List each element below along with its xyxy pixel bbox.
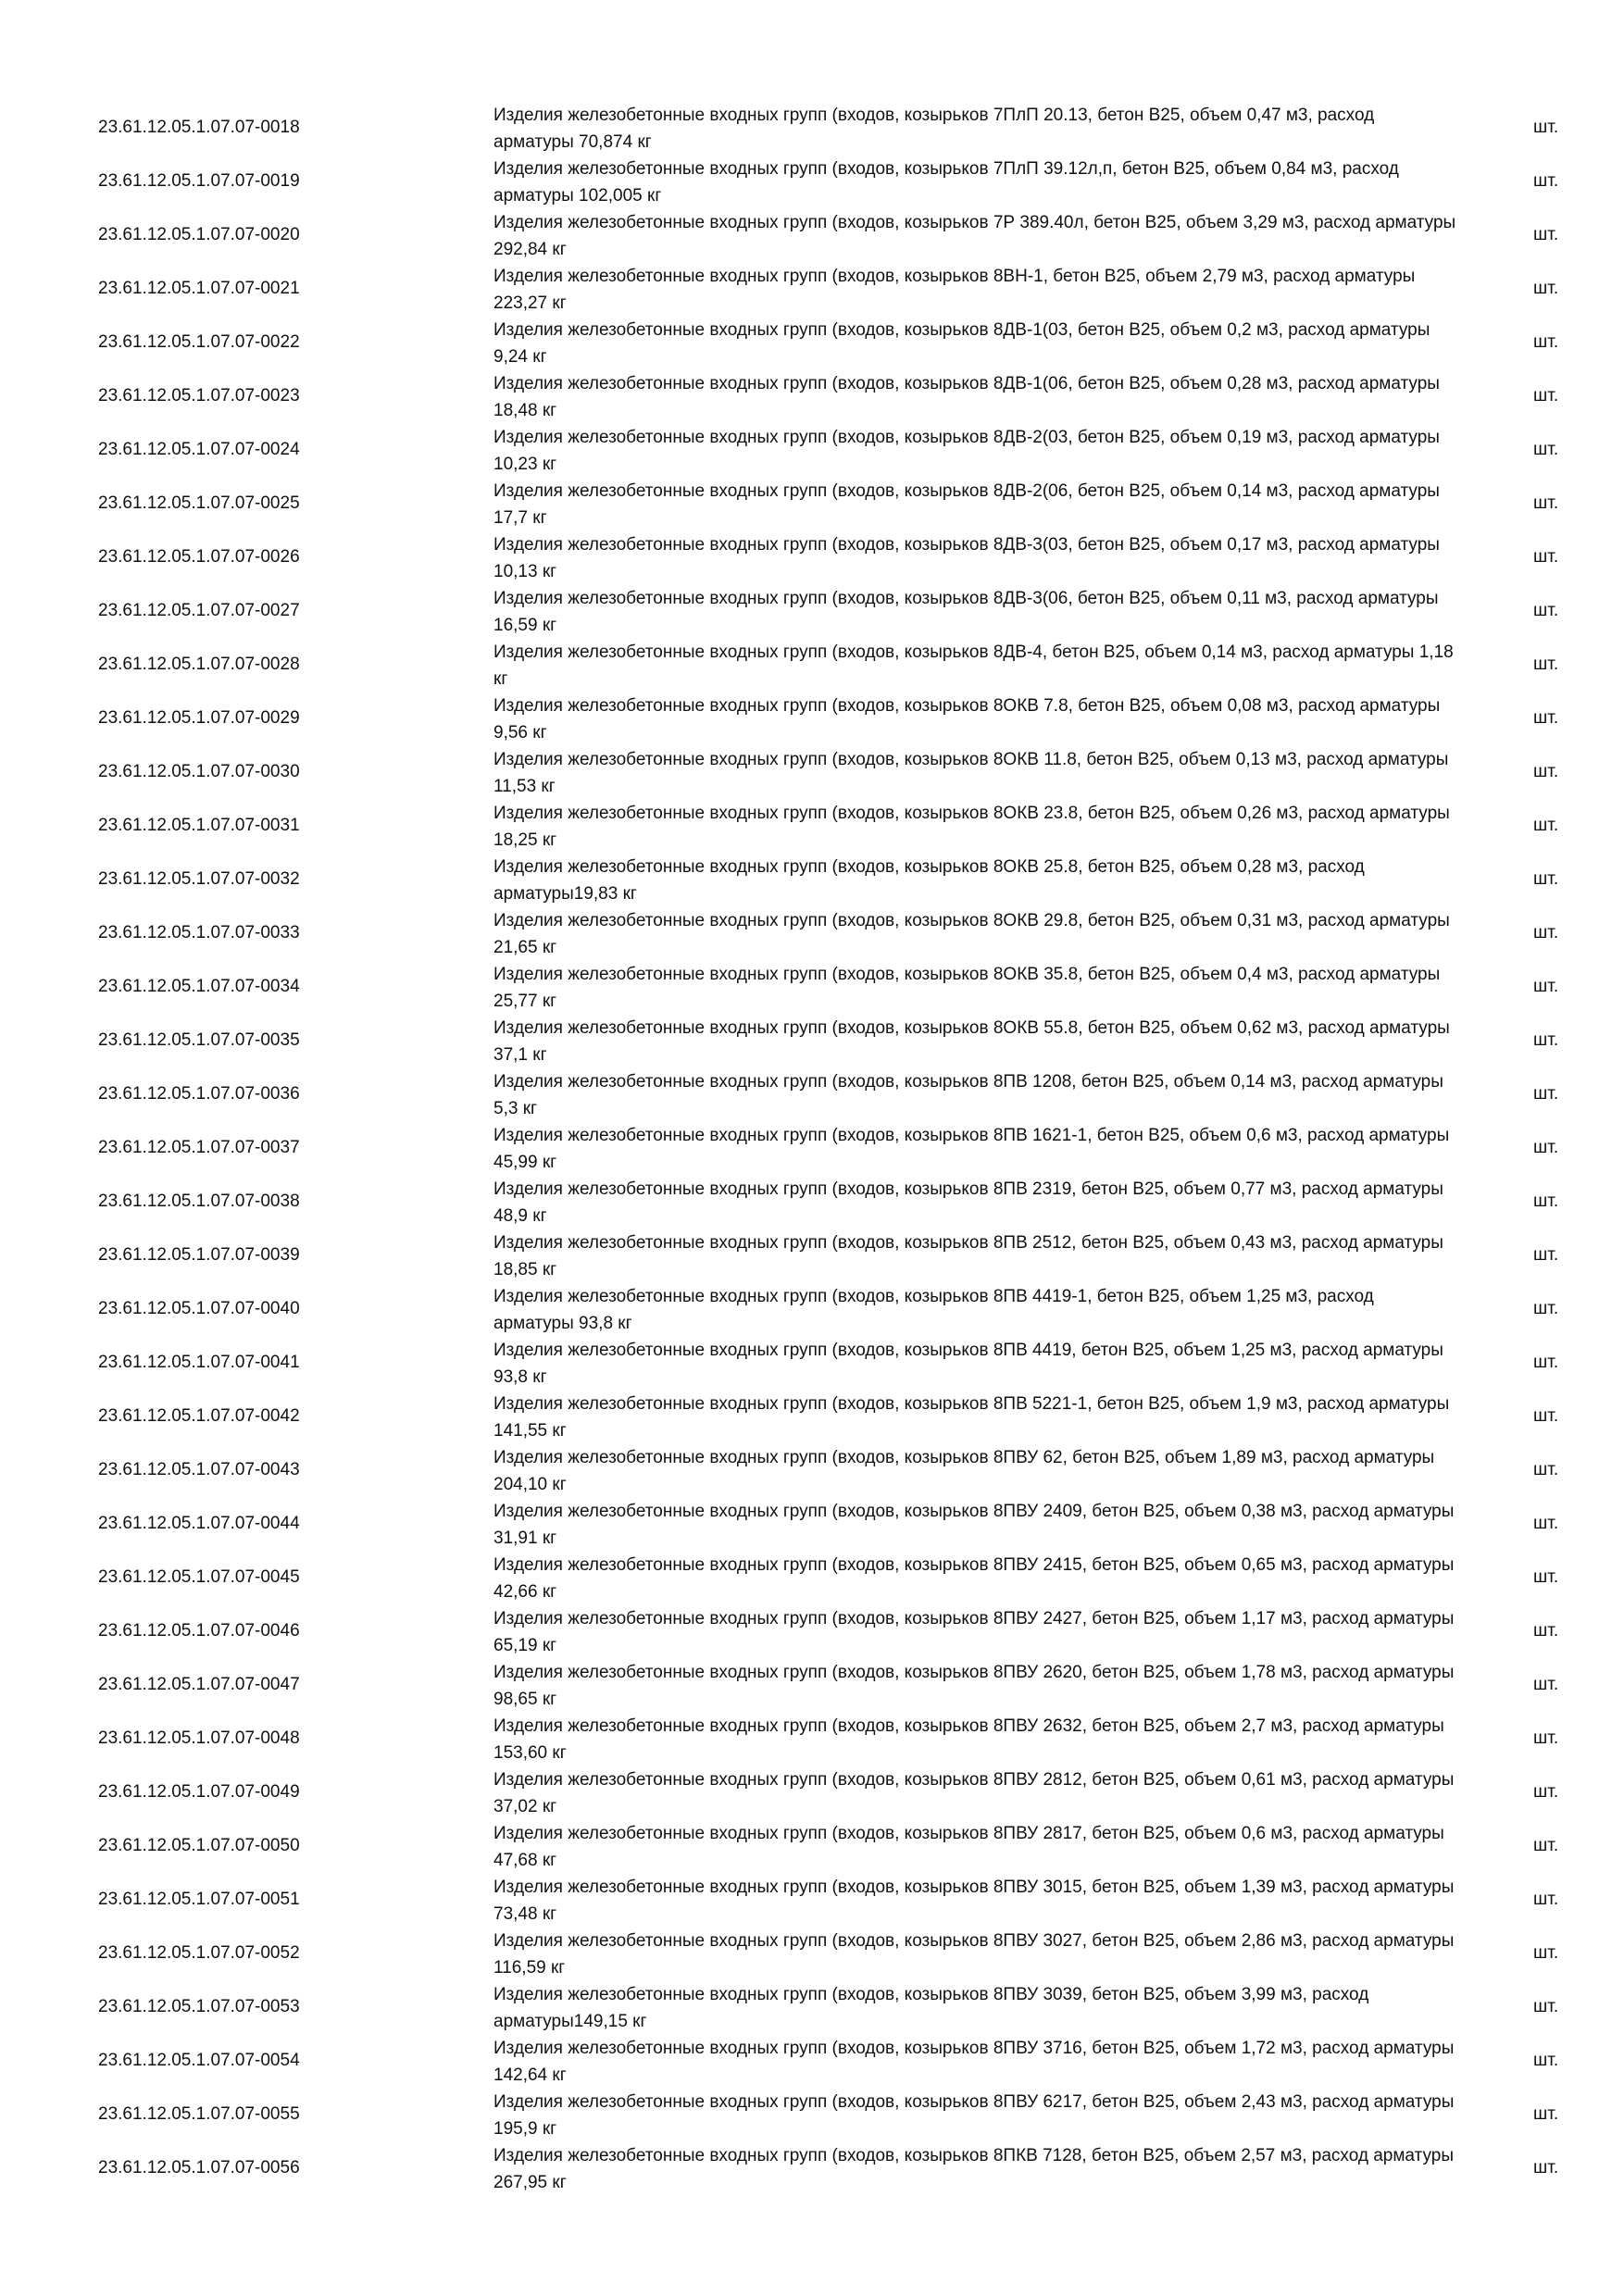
item-code: 23.61.12.05.1.07.07-0041 bbox=[98, 1353, 300, 1372]
table-row bbox=[0, 1391, 1624, 1444]
table-row bbox=[0, 370, 1624, 424]
item-unit: шт. bbox=[1533, 1406, 1559, 1426]
item-description: Изделия железобетонные входных групп (входов, козырьков 8ПВ 1208, бетон В25, объем 0,14 м3, расход арматуры 5,3 кг bbox=[493, 1072, 1443, 1118]
table-row bbox=[0, 1337, 1624, 1391]
item-code: 23.61.12.05.1.07.07-0051 bbox=[98, 1890, 300, 1909]
item-code: 23.61.12.05.1.07.07-0039 bbox=[98, 1245, 300, 1265]
item-unit: шт. bbox=[1533, 655, 1559, 674]
item-description: Изделия железобетонные входных групп (входов, козырьков 8ПВУ 2427, бетон В25, объем 1,17 м3, расход арматуры 65,19 кг bbox=[493, 1609, 1455, 1655]
table-row bbox=[0, 478, 1624, 531]
item-unit: шт. bbox=[1533, 1997, 1559, 2016]
item-description: Изделия железобетонные входных групп (входов, козырьков 8ПВУ 62, бетон В25, объем 1,89 м3, расход арматуры 204,10 кг bbox=[493, 1448, 1435, 1494]
item-code: 23.61.12.05.1.07.07-0023 bbox=[98, 386, 300, 406]
item-description: Изделия железобетонные входных групп (входов, козырьков 8ОКВ 23.8, бетон В25, объем 0,26 м3, расход арматуры 18,25 кг bbox=[493, 804, 1450, 850]
item-code: 23.61.12.05.1.07.07-0044 bbox=[98, 1514, 300, 1533]
table-row bbox=[0, 1605, 1624, 1659]
item-description: Изделия железобетонные входных групп (входов, козырьков 8ПВУ 6217, бетон В25, объем 2,43 м3, расход арматуры 195,9 кг bbox=[493, 2092, 1455, 2139]
table-row bbox=[0, 585, 1624, 639]
item-code: 23.61.12.05.1.07.07-0021 bbox=[98, 279, 300, 298]
item-description: Изделия железобетонные входных групп (входов, козырьков 8ПВУ 2415, бетон В25, объем 0,65 м3, расход арматуры 42,66 кг bbox=[493, 1555, 1455, 1602]
table-row bbox=[0, 1552, 1624, 1605]
item-description: Изделия железобетонные входных групп (входов, козырьков 7ПлП 39.12л,п, бетон В25, объем 0,84 м3, расход арматуры 102,005 кг bbox=[493, 159, 1399, 206]
item-unit: шт. bbox=[1533, 386, 1559, 406]
item-description: Изделия железобетонные входных групп (входов, козырьков 8ПВУ 3716, бетон В25, объем 1,72 м3, расход арматуры 142,64 кг bbox=[493, 2039, 1455, 2085]
item-unit: шт. bbox=[1533, 547, 1559, 567]
table-row bbox=[0, 1820, 1624, 1874]
item-description: Изделия железобетонные входных групп (входов, козырьков 8ПКВ 7128, бетон В25, объем 2,57 м3, расход арматуры 267,95 кг bbox=[493, 2146, 1454, 2192]
item-code: 23.61.12.05.1.07.07-0027 bbox=[98, 601, 300, 620]
item-code: 23.61.12.05.1.07.07-0031 bbox=[98, 816, 300, 835]
item-description: Изделия железобетонные входных групп (входов, козырьков 7Р 389.40л, бетон В25, объем 3,29 м3, расход арматуры 292,84 кг bbox=[493, 213, 1456, 259]
item-unit: шт. bbox=[1533, 2158, 1559, 2177]
item-description: Изделия железобетонные входных групп (входов, козырьков 8ОКВ 25.8, бетон В25, объем 0,28 м3, расход арматуры19,83 кг bbox=[493, 857, 1365, 904]
item-description: Изделия железобетонные входных групп (входов, козырьков 8ДВ-1(06, бетон В25, объем 0,28 м3, расход арматуры 18,48 кг bbox=[493, 374, 1440, 420]
item-code: 23.61.12.05.1.07.07-0054 bbox=[98, 2051, 300, 2070]
item-unit: шт. bbox=[1533, 923, 1559, 942]
table-row bbox=[0, 1122, 1624, 1176]
item-unit: шт. bbox=[1533, 1943, 1559, 1963]
table-row bbox=[0, 2142, 1624, 2196]
item-description: Изделия железобетонные входных групп (входов, козырьков 8ПВУ 3015, бетон В25, объем 1,39 м3, расход арматуры 73,48 кг bbox=[493, 1878, 1455, 1924]
item-unit: шт. bbox=[1533, 1675, 1559, 1694]
item-code: 23.61.12.05.1.07.07-0024 bbox=[98, 440, 300, 459]
item-code: 23.61.12.05.1.07.07-0029 bbox=[98, 708, 300, 728]
item-description: Изделия железобетонные входных групп (входов, козырьков 8ДВ-2(03, бетон В25, объем 0,19 м3, расход арматуры 10,23 кг bbox=[493, 428, 1440, 474]
table-row bbox=[0, 1874, 1624, 1928]
item-code: 23.61.12.05.1.07.07-0036 bbox=[98, 1084, 300, 1104]
item-code: 23.61.12.05.1.07.07-0035 bbox=[98, 1030, 300, 1050]
item-unit: шт. bbox=[1533, 601, 1559, 620]
item-description: Изделия железобетонные входных групп (входов, козырьков 8ОКВ 11.8, бетон В25, объем 0,13 м3, расход арматуры 11,53 кг bbox=[493, 750, 1449, 796]
item-code: 23.61.12.05.1.07.07-0048 bbox=[98, 1728, 300, 1748]
item-description: Изделия железобетонные входных групп (входов, козырьков 8ДВ-2(06, бетон В25, объем 0,14 м3, расход арматуры 17,7 кг bbox=[493, 481, 1440, 528]
item-code: 23.61.12.05.1.07.07-0055 bbox=[98, 2104, 300, 2124]
table-row bbox=[0, 1176, 1624, 1229]
item-code: 23.61.12.05.1.07.07-0030 bbox=[98, 762, 300, 781]
item-unit: шт. bbox=[1533, 1138, 1559, 1157]
table-row bbox=[0, 1713, 1624, 1766]
item-unit: шт. bbox=[1533, 869, 1559, 889]
item-code: 23.61.12.05.1.07.07-0045 bbox=[98, 1567, 300, 1587]
item-description: Изделия железобетонные входных групп (входов, козырьков 8ОКВ 35.8, бетон В25, объем 0,4 м3, расход арматуры 25,77 кг bbox=[493, 965, 1441, 1011]
table-row bbox=[0, 746, 1624, 800]
table-row bbox=[0, 693, 1624, 746]
item-unit: шт. bbox=[1533, 1460, 1559, 1479]
item-description: Изделия железобетонные входных групп (входов, козырьков 8ПВУ 2409, бетон В25, объем 0,38 м3, расход арматуры 31,91 кг bbox=[493, 1502, 1455, 1548]
item-code: 23.61.12.05.1.07.07-0050 bbox=[98, 1836, 300, 1855]
table-row bbox=[0, 263, 1624, 317]
table-row bbox=[0, 2035, 1624, 2089]
item-unit: шт. bbox=[1533, 1567, 1559, 1587]
table-row bbox=[0, 854, 1624, 907]
item-code: 23.61.12.05.1.07.07-0040 bbox=[98, 1299, 300, 1318]
table-row bbox=[0, 102, 1624, 156]
item-unit: шт. bbox=[1533, 977, 1559, 996]
item-unit: шт. bbox=[1533, 225, 1559, 244]
item-description: Изделия железобетонные входных групп (входов, козырьков 8ПВ 4419-1, бетон В25, объем 1,25 м3, расход арматуры 93,8 кг bbox=[493, 1287, 1374, 1333]
item-description: Изделия железобетонные входных групп (входов, козырьков 8ВН-1, бетон В25, объем 2,79 м3, расход арматуры 223,27 кг bbox=[493, 267, 1416, 313]
table-row bbox=[0, 317, 1624, 370]
item-unit: шт. bbox=[1533, 1299, 1559, 1318]
item-description: Изделия железобетонные входных групп (входов, козырьков 8ДВ-4, бетон В25, объем 0,14 м3, расход арматуры 1,18 кг bbox=[493, 643, 1454, 689]
item-unit: шт. bbox=[1533, 708, 1559, 728]
table-row bbox=[0, 961, 1624, 1015]
table-row bbox=[0, 1498, 1624, 1552]
item-code: 23.61.12.05.1.07.07-0033 bbox=[98, 923, 300, 942]
item-code: 23.61.12.05.1.07.07-0018 bbox=[98, 118, 300, 137]
item-description: Изделия железобетонные входных групп (входов, козырьков 8ДВ-3(03, бетон В25, объем 0,17 м3, расход арматуры 10,13 кг bbox=[493, 535, 1440, 581]
table-row bbox=[0, 1659, 1624, 1713]
table-row bbox=[0, 1981, 1624, 2035]
table-row bbox=[0, 1229, 1624, 1283]
item-code: 23.61.12.05.1.07.07-0043 bbox=[98, 1460, 300, 1479]
item-code: 23.61.12.05.1.07.07-0053 bbox=[98, 1997, 300, 2016]
table-row bbox=[0, 156, 1624, 209]
item-description: Изделия железобетонные входных групп (входов, козырьков 8ОКВ 55.8, бетон В25, объем 0,62 м3, расход арматуры 37,1 кг bbox=[493, 1018, 1450, 1065]
item-description: Изделия железобетонные входных групп (входов, козырьков 8ДВ-1(03, бетон В25, объем 0,2 м3, расход арматуры 9,24 кг bbox=[493, 320, 1430, 367]
item-unit: шт. bbox=[1533, 1245, 1559, 1265]
item-unit: шт. bbox=[1533, 1782, 1559, 1802]
item-code: 23.61.12.05.1.07.07-0032 bbox=[98, 869, 300, 889]
item-unit: шт. bbox=[1533, 2104, 1559, 2124]
item-unit: шт. bbox=[1533, 1621, 1559, 1641]
item-code: 23.61.12.05.1.07.07-0025 bbox=[98, 493, 300, 513]
item-code: 23.61.12.05.1.07.07-0042 bbox=[98, 1406, 300, 1426]
item-description: Изделия железобетонные входных групп (входов, козырьков 8ПВУ 2632, бетон В25, объем 2,7 м3, расход арматуры 153,60 кг bbox=[493, 1716, 1444, 1763]
item-description: Изделия железобетонные входных групп (входов, козырьков 8ДВ-3(06, бетон В25, объем 0,11 м3, расход арматуры 16,59 кг bbox=[493, 589, 1439, 635]
item-unit: шт. bbox=[1533, 1836, 1559, 1855]
item-code: 23.61.12.05.1.07.07-0047 bbox=[98, 1675, 300, 1694]
table-row bbox=[0, 1766, 1624, 1820]
item-code: 23.61.12.05.1.07.07-0026 bbox=[98, 547, 300, 567]
table-row bbox=[0, 1015, 1624, 1068]
table-row bbox=[0, 1283, 1624, 1337]
item-description: Изделия железобетонные входных групп (входов, козырьков 8ПВ 1621-1, бетон В25, объем 0,6 м3, расход арматуры 45,99 кг bbox=[493, 1126, 1450, 1172]
table-row bbox=[0, 209, 1624, 263]
item-description: Изделия железобетонные входных групп (входов, козырьков 8ПВУ 2620, бетон В25, объем 1,78 м3, расход арматуры 98,65 кг bbox=[493, 1663, 1455, 1709]
item-unit: шт. bbox=[1533, 440, 1559, 459]
item-unit: шт. bbox=[1533, 1192, 1559, 1211]
item-code: 23.61.12.05.1.07.07-0028 bbox=[98, 655, 300, 674]
item-description: Изделия железобетонные входных групп (входов, козырьков 8ОКВ 29.8, бетон В25, объем 0,31 м3, расход арматуры 21,65 кг bbox=[493, 911, 1450, 957]
item-unit: шт. bbox=[1533, 1890, 1559, 1909]
item-code: 23.61.12.05.1.07.07-0034 bbox=[98, 977, 300, 996]
table-row bbox=[0, 1444, 1624, 1498]
item-description: Изделия железобетонные входных групп (входов, козырьков 8ПВУ 2812, бетон В25, объем 0,61 м3, расход арматуры 37,02 кг bbox=[493, 1770, 1455, 1816]
item-unit: шт. bbox=[1533, 1353, 1559, 1372]
item-code: 23.61.12.05.1.07.07-0038 bbox=[98, 1192, 300, 1211]
item-unit: шт. bbox=[1533, 762, 1559, 781]
item-description: Изделия железобетонные входных групп (входов, козырьков 8ПВ 2319, бетон В25, объем 0,77 м3, расход арматуры 48,9 кг bbox=[493, 1179, 1443, 1226]
item-unit: шт. bbox=[1533, 1514, 1559, 1533]
table-row bbox=[0, 1068, 1624, 1122]
item-description: Изделия железобетонные входных групп (входов, козырьков 8ПВУ 2817, бетон В25, объем 0,6 м3, расход арматуры 47,68 кг bbox=[493, 1824, 1444, 1870]
table-row bbox=[0, 907, 1624, 961]
item-unit: шт. bbox=[1533, 816, 1559, 835]
price-list-table bbox=[0, 102, 1624, 2196]
item-unit: шт. bbox=[1533, 2051, 1559, 2070]
table-row bbox=[0, 1928, 1624, 1981]
item-description: Изделия железобетонные входных групп (входов, козырьков 8ПВ 5221-1, бетон В25, объем 1,9 м3, расход арматуры 141,55 кг bbox=[493, 1394, 1450, 1441]
table-row bbox=[0, 800, 1624, 854]
item-code: 23.61.12.05.1.07.07-0056 bbox=[98, 2158, 300, 2177]
item-code: 23.61.12.05.1.07.07-0022 bbox=[98, 332, 300, 352]
item-code: 23.61.12.05.1.07.07-0049 bbox=[98, 1782, 300, 1802]
item-code: 23.61.12.05.1.07.07-0046 bbox=[98, 1621, 300, 1641]
item-description: Изделия железобетонные входных групп (входов, козырьков 8ОКВ 7.8, бетон В25, объем 0,08 м3, расход арматуры 9,56 кг bbox=[493, 696, 1441, 742]
item-unit: шт. bbox=[1533, 1030, 1559, 1050]
item-unit: шт. bbox=[1533, 332, 1559, 352]
table-row bbox=[0, 2089, 1624, 2142]
item-code: 23.61.12.05.1.07.07-0052 bbox=[98, 1943, 300, 1963]
item-description: Изделия железобетонные входных групп (входов, козырьков 8ПВУ 3039, бетон В25, объем 3,99 м3, расход арматуры149,15 кг bbox=[493, 1985, 1369, 2031]
item-unit: шт. bbox=[1533, 1728, 1559, 1748]
item-description: Изделия железобетонные входных групп (входов, козырьков 8ПВ 4419, бетон В25, объем 1,25 м3, расход арматуры 93,8 кг bbox=[493, 1341, 1443, 1387]
item-code: 23.61.12.05.1.07.07-0019 bbox=[98, 171, 300, 191]
item-code: 23.61.12.05.1.07.07-0020 bbox=[98, 225, 300, 244]
item-unit: шт. bbox=[1533, 118, 1559, 137]
item-unit: шт. bbox=[1533, 171, 1559, 191]
table-row bbox=[0, 531, 1624, 585]
item-unit: шт. bbox=[1533, 493, 1559, 513]
item-unit: шт. bbox=[1533, 1084, 1559, 1104]
item-code: 23.61.12.05.1.07.07-0037 bbox=[98, 1138, 300, 1157]
item-description: Изделия железобетонные входных групп (входов, козырьков 8ПВУ 3027, бетон В25, объем 2,86 м3, расход арматуры 116,59 кг bbox=[493, 1931, 1455, 1978]
table-row bbox=[0, 424, 1624, 478]
item-description: Изделия железобетонные входных групп (входов, козырьков 7ПлП 20.13, бетон В25, объем 0,47 м3, расход арматуры 70,874 кг bbox=[493, 106, 1375, 152]
item-unit: шт. bbox=[1533, 279, 1559, 298]
table-row bbox=[0, 639, 1624, 693]
item-description: Изделия железобетонные входных групп (входов, козырьков 8ПВ 2512, бетон В25, объем 0,43 м3, расход арматуры 18,85 кг bbox=[493, 1233, 1443, 1279]
